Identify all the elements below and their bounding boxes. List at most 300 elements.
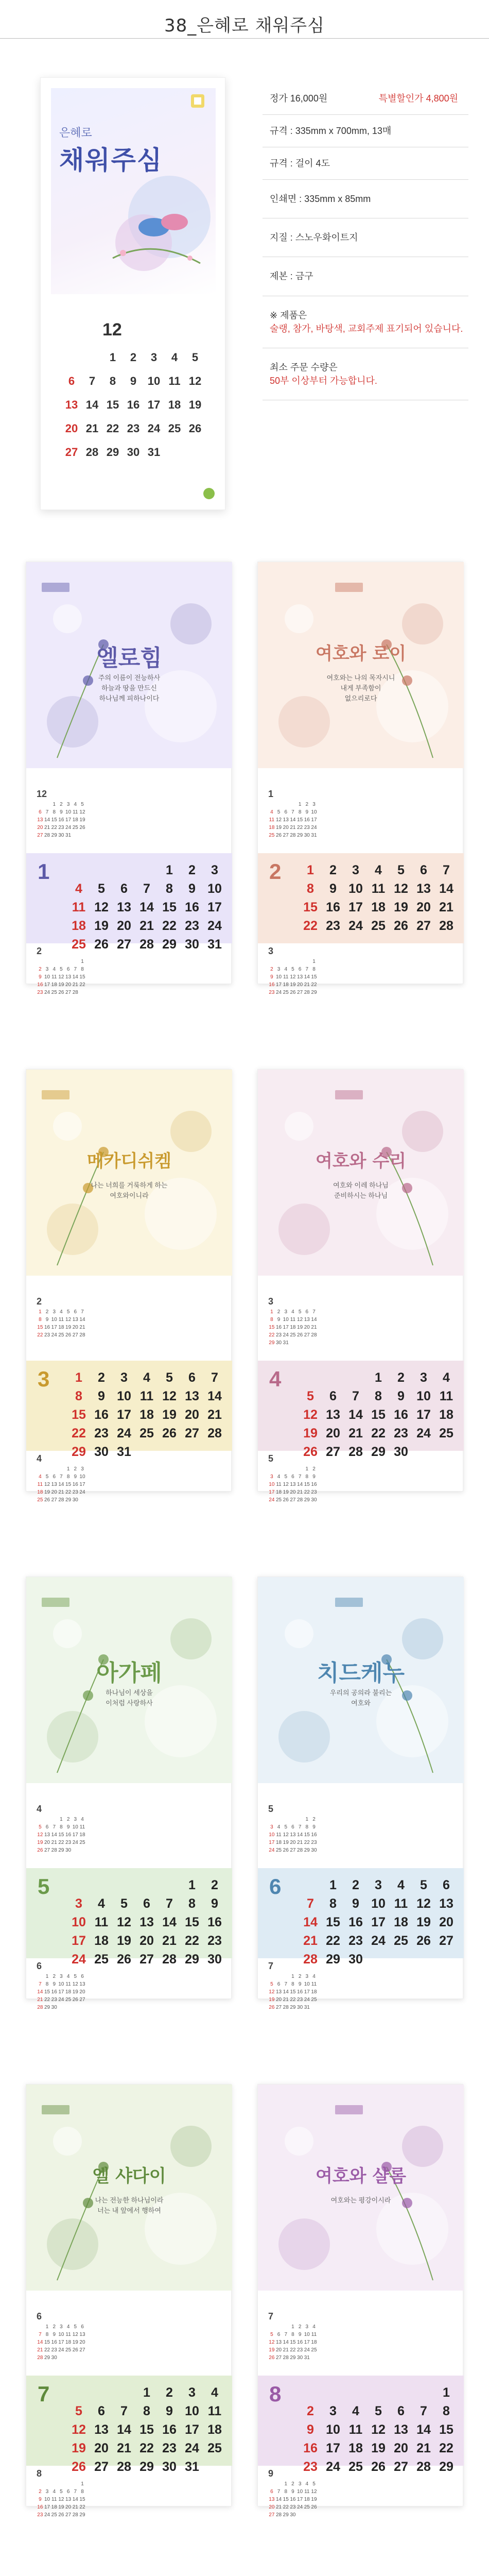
month-cal-day: 30: [348, 1952, 363, 1967]
next-month-number: 4: [37, 1453, 42, 1464]
cover-cal-day: 31: [147, 446, 161, 459]
cover-cal-week: [61, 393, 205, 417]
month-cal-day: 19: [416, 1915, 431, 1929]
prev-cal-day: [44, 1816, 51, 1823]
prev-cal-day: 15: [297, 817, 303, 823]
next-cal-day: 30: [72, 1497, 78, 1503]
discount-price-text: 특별할인가 4,800원: [378, 93, 458, 104]
month-cal-day: 8: [375, 1389, 382, 1403]
next-cal-day: 11: [283, 974, 289, 980]
prev-month-calendar: [268, 2311, 318, 2362]
prev-cal-day: 25: [58, 1332, 64, 1338]
prev-cal-day: 31: [311, 833, 317, 838]
prev-month-calendar: [37, 2311, 86, 2362]
prev-cal-day: 11: [73, 809, 78, 815]
next-cal-day: 7: [60, 1474, 63, 1480]
month-panel[interactable]: [26, 562, 232, 995]
cover-cal-day: 8: [109, 375, 116, 387]
panel-verse: 나는 너희를 거룩하게 하는 여호와이니라: [91, 1181, 168, 1200]
next-cal-day: 12: [283, 1482, 289, 1487]
month-calendar-grid: [299, 1876, 459, 1969]
prev-cal-day: [58, 2354, 65, 2362]
cover-cal-day: 23: [127, 422, 140, 435]
month-cal-week: [299, 2402, 459, 2420]
prev-cal-day: 30: [51, 2355, 57, 2361]
month-cal-day: 3: [420, 1370, 427, 1385]
prev-cal-week: [37, 1831, 86, 1839]
prev-cal-day: [37, 801, 44, 808]
month-cal-day: 18: [72, 919, 86, 933]
panel-artwork: [258, 1070, 464, 1276]
next-cal-day: 19: [283, 1489, 289, 1495]
month-cal-day: 26: [303, 1445, 318, 1459]
month-cal-day: 23: [94, 1426, 109, 1440]
prev-cal-day: 9: [60, 809, 63, 815]
prev-cal-day: 29: [58, 1848, 64, 1853]
prev-cal-day: 26: [65, 1332, 72, 1338]
month-cal-week: [299, 1424, 459, 1443]
prev-cal-day: [50, 1816, 58, 1823]
month-cal-day: 21: [416, 2441, 431, 2455]
month-cal-day: 2: [397, 1370, 405, 1385]
prev-cal-day: [268, 801, 275, 808]
month-band: [26, 1868, 232, 1967]
prev-cal-day: 25: [65, 2347, 72, 2353]
cover-cal-day: 28: [85, 446, 99, 459]
next-cal-day: 8: [81, 967, 84, 972]
month-panel[interactable]: [257, 2084, 463, 2518]
next-cal-day: 6: [66, 967, 70, 972]
next-cal-day: [44, 958, 51, 965]
month-cal-day: 26: [94, 937, 109, 952]
month-cal-day: [158, 1443, 181, 1461]
next-cal-day: 11: [51, 974, 57, 980]
prev-cal-day: 22: [58, 1840, 64, 1845]
prev-cal-day: 17: [283, 1325, 289, 1330]
prev-cal-day: 12: [79, 809, 85, 815]
note-title: ※ 제품은: [270, 310, 307, 320]
prev-month-calendar: [268, 1804, 318, 1854]
next-cal-day: 24: [275, 990, 282, 995]
prev-cal-day: 29: [297, 833, 303, 838]
prev-cal-day: 10: [304, 2332, 310, 2337]
month-cal-day: 6: [329, 1389, 337, 1403]
next-cal-day: 10: [297, 2489, 303, 2495]
prev-cal-day: 22: [297, 825, 303, 831]
next-cal-day: 16: [269, 982, 275, 988]
month-cal-day: 27: [394, 2460, 408, 2474]
next-cal-day: 14: [275, 2497, 282, 2502]
month-cal-day: 4: [375, 863, 382, 877]
month-cal-week: [299, 2458, 459, 2476]
month-cal-day: 2: [188, 863, 196, 877]
next-cal-day: 31: [304, 2005, 310, 2010]
prev-cal-day: 25: [275, 1848, 282, 1853]
month-cal-week: [299, 1443, 459, 1461]
month-cal-week: [299, 917, 459, 935]
next-cal-day: 30: [51, 2005, 57, 2010]
month-panel[interactable]: [257, 1069, 463, 1503]
month-cal-day: 2: [211, 1878, 218, 1892]
next-cal-day: 30: [297, 2005, 303, 2010]
next-cal-week: [268, 958, 318, 965]
month-cal-day: 27: [326, 1445, 340, 1459]
month-cal-day: 6: [98, 2404, 105, 2418]
next-cal-day: 7: [284, 1981, 287, 1987]
next-cal-day: 5: [74, 1974, 77, 1979]
prev-cal-day: [310, 2354, 318, 2362]
next-cal-day: 10: [58, 1981, 64, 1987]
prev-cal-day: 24: [311, 825, 317, 831]
month-cal-day: 3: [352, 863, 359, 877]
prev-cal-day: 27: [72, 1332, 78, 1338]
prev-cal-day: 14: [297, 1832, 303, 1838]
prev-cal-day: 11: [311, 2332, 317, 2337]
prev-cal-day: 22: [51, 825, 57, 831]
month-cal-day: 28: [139, 937, 154, 952]
month-panel[interactable]: [257, 562, 463, 995]
month-cal-week: [299, 1950, 459, 1969]
month-calendar-grid: [299, 1368, 459, 1461]
month-cal-week: [299, 1387, 459, 1405]
month-panel[interactable]: [26, 1577, 232, 2010]
next-cal-day: 6: [298, 967, 302, 972]
next-cal-day: 4: [312, 1974, 316, 1979]
prev-cal-week: [268, 1816, 318, 1823]
prev-cal-day: 16: [275, 1325, 282, 1330]
month-cal-day: 30: [394, 1445, 408, 1459]
next-cal-day: 1: [81, 2481, 84, 2487]
month-cal-day: 29: [139, 2460, 154, 2474]
prev-cal-day: 3: [270, 1824, 273, 1830]
month-cal-day: 2: [352, 1878, 359, 1892]
next-cal-day: [303, 2511, 310, 2519]
next-cal-day: 5: [291, 967, 294, 972]
prev-cal-day: 30: [275, 1340, 282, 1346]
prev-cal-day: 20: [79, 2340, 85, 2345]
month-cal-week: [67, 861, 227, 879]
next-cal-day: 13: [79, 1981, 85, 1987]
next-cal-day: 18: [51, 2504, 57, 2510]
cover-cal-week: [61, 417, 205, 440]
month-cal-day: 1: [143, 2385, 150, 2400]
month-cal-day: 9: [211, 1896, 218, 1911]
prev-cal-week: [268, 801, 318, 808]
next-cal-day: 12: [311, 2489, 317, 2495]
next-cal-day: 17: [269, 1489, 275, 1495]
prev-cal-day: 7: [298, 1824, 302, 1830]
month-cal-day: 22: [439, 2441, 453, 2455]
next-cal-day: 28: [275, 2512, 282, 2518]
month-cal-day: 15: [72, 1408, 86, 1422]
next-cal-day: [37, 2480, 44, 2488]
prev-cal-week: [268, 1339, 318, 1347]
next-cal-day: 12: [58, 974, 64, 980]
next-cal-day: 24: [79, 1489, 85, 1495]
prev-cal-day: 9: [45, 1317, 49, 1323]
note-body: 술랭, 참가, 바탕색, 교회주제 표기되어 있습니다.: [270, 323, 463, 334]
next-cal-day: 20: [65, 2504, 72, 2510]
next-cal-week: [37, 1481, 86, 1488]
month-cal-week: [67, 2402, 227, 2420]
panel-artwork: [258, 562, 464, 768]
next-cal-day: 22: [311, 982, 317, 988]
next-cal-day: 13: [297, 974, 303, 980]
month-cal-day: 22: [371, 1426, 386, 1440]
month-cal-day: 9: [98, 1389, 105, 1403]
next-cal-day: 4: [284, 967, 287, 972]
next-cal-day: 27: [79, 1997, 85, 2003]
prev-cal-day: 29: [290, 2355, 296, 2361]
next-cal-day: [58, 1465, 65, 1473]
next-cal-day: 21: [72, 982, 78, 988]
cover-logo-icon: [190, 93, 205, 109]
next-cal-day: [310, 2004, 318, 2011]
next-cal-week: [37, 2480, 86, 2488]
next-cal-day: 21: [304, 982, 310, 988]
next-cal-day: 9: [270, 974, 273, 980]
next-cal-day: [50, 2480, 58, 2488]
month-cal-day: 17: [72, 1934, 86, 1948]
next-cal-day: [58, 958, 65, 965]
prev-cal-day: 9: [53, 2332, 56, 2337]
month-cal-day: [67, 1876, 90, 1894]
month-cal-day: 1: [329, 1878, 337, 1892]
prev-cal-day: 6: [74, 1309, 77, 1315]
next-cal-day: 29: [44, 2005, 50, 2010]
cover-cal-day: 10: [147, 375, 161, 387]
prev-month-number: 5: [268, 1804, 274, 1814]
prev-cal-day: 26: [72, 2347, 78, 2353]
month-cal-day: 14: [117, 2422, 131, 2437]
next-cal-day: 25: [275, 1497, 282, 1503]
prev-cal-day: [268, 1816, 275, 1823]
prev-cal-day: 19: [65, 1325, 72, 1330]
prev-cal-day: [79, 1846, 86, 1854]
prev-cal-week: [268, 1324, 318, 1331]
next-cal-day: 27: [275, 2005, 282, 2010]
month-cal-day: 25: [72, 937, 86, 952]
prev-cal-day: 22: [44, 2347, 50, 2353]
next-cal-day: 7: [74, 2489, 77, 2495]
next-cal-day: 5: [312, 2481, 316, 2487]
next-cal-day: 21: [283, 1997, 289, 2003]
next-cal-week: [37, 1996, 86, 2004]
month-cal-day: 12: [394, 882, 408, 896]
prev-cal-day: 13: [290, 1832, 296, 1838]
month-panel[interactable]: [257, 1577, 463, 2010]
month-cal-day: 17: [207, 900, 222, 914]
prev-cal-day: 21: [44, 825, 50, 831]
month-cal-day: [203, 1443, 226, 1461]
month-cal-day: [113, 861, 135, 879]
month-cal-day: 19: [394, 900, 408, 914]
next-cal-day: 15: [44, 1989, 50, 1995]
cover-preview[interactable]: [40, 77, 225, 510]
prev-cal-day: 3: [312, 802, 316, 807]
next-cal-day: 23: [269, 990, 275, 995]
month-cal-day: 25: [348, 2460, 363, 2474]
month-calendar-grid: [67, 1368, 227, 1461]
page-title: 38_은혜로 채워주심: [164, 15, 325, 36]
prev-cal-day: 6: [291, 1824, 294, 1830]
prev-cal-day: 8: [53, 809, 56, 815]
prev-cal-day: [268, 2323, 275, 2331]
month-cal-day: 9: [166, 2404, 173, 2418]
cover-cal-day: 3: [150, 351, 158, 364]
brand-logo-icon: [42, 1090, 69, 1099]
prev-cal-day: [303, 1339, 310, 1347]
month-band: [26, 853, 232, 952]
next-cal-day: 22: [290, 1997, 296, 2003]
next-cal-day: 10: [275, 974, 282, 980]
next-cal-day: 28: [72, 2512, 78, 2518]
month-cal-day: 16: [326, 900, 340, 914]
prev-cal-day: [37, 1816, 44, 1823]
month-cal-day: [113, 1876, 135, 1894]
month-cal-day: 18: [207, 2422, 222, 2437]
next-cal-day: 22: [79, 2504, 85, 2510]
month-cal-day: 8: [307, 882, 314, 896]
next-cal-day: [268, 2480, 275, 2488]
month-panel[interactable]: [26, 2084, 232, 2518]
next-cal-day: 11: [304, 2489, 310, 2495]
prev-cal-day: 23: [275, 1332, 282, 1338]
next-cal-day: 24: [44, 990, 50, 995]
month-cal-day: 25: [371, 919, 386, 933]
prev-cal-day: 20: [72, 1325, 78, 1330]
next-cal-week: [37, 1980, 86, 1988]
month-cal-day: 27: [94, 2460, 109, 2474]
prev-cal-day: 4: [74, 802, 77, 807]
month-cal-day: 1: [307, 863, 314, 877]
month-cal-day: 13: [94, 2422, 109, 2437]
panel-heading: 여호와 수리: [315, 1151, 407, 1172]
next-cal-week: [37, 2488, 86, 2496]
month-cal-week: [299, 2383, 459, 2402]
month-cal-week: [67, 1876, 227, 1894]
cover-cal-day: 17: [147, 398, 161, 411]
next-cal-week: [37, 973, 86, 981]
month-cal-day: 10: [416, 1389, 431, 1403]
prev-cal-week: [268, 2346, 318, 2354]
prev-cal-day: 20: [37, 825, 43, 831]
prev-cal-day: 13: [79, 2332, 85, 2337]
month-cal-day: 4: [352, 2404, 359, 2418]
next-cal-day: [50, 958, 58, 965]
next-cal-day: 28: [58, 1497, 64, 1503]
prev-cal-week: [268, 2323, 318, 2331]
panel-heading: 엘 샤다이: [92, 2166, 166, 2187]
cover-cal-day: 29: [106, 446, 119, 459]
spec-binding: 제본 : 금구: [263, 257, 468, 296]
prev-cal-day: 9: [298, 2332, 302, 2337]
month-cal-day: 7: [120, 2404, 128, 2418]
next-cal-day: 9: [298, 1981, 302, 1987]
brand-logo-icon: [42, 583, 69, 592]
next-cal-day: 7: [277, 2489, 281, 2495]
month-cal-day: [344, 2383, 367, 2402]
prev-cal-day: 10: [269, 1832, 275, 1838]
prev-cal-week: [268, 1831, 318, 1839]
month-cal-day: 29: [371, 1445, 386, 1459]
month-cal-day: 21: [117, 2441, 131, 2455]
month-cal-day: 12: [72, 2422, 86, 2437]
month-cal-day: 30: [185, 937, 199, 952]
cover-month: 12: [102, 320, 122, 340]
prev-cal-day: 16: [304, 817, 310, 823]
month-cal-day: 10: [371, 1896, 386, 1911]
month-cal-day: 6: [443, 1878, 450, 1892]
month-cal-day: [203, 2458, 226, 2476]
panel-heading: 메카디쉬켐: [86, 1151, 172, 1172]
month-cal-day: 20: [416, 900, 431, 914]
prev-cal-day: 4: [312, 2324, 316, 2330]
prev-cal-day: 30: [297, 2355, 303, 2361]
prev-cal-day: 25: [290, 1332, 296, 1338]
next-cal-day: 15: [79, 974, 85, 980]
prev-month-calendar: [37, 1296, 86, 1339]
month-cal-day: 29: [326, 1952, 340, 1967]
next-cal-day: 23: [297, 1997, 303, 2003]
next-cal-day: 6: [291, 1474, 294, 1480]
next-cal-day: 11: [276, 1482, 282, 1487]
prev-cal-week: [268, 1823, 318, 1831]
next-cal-week: [268, 1481, 318, 1488]
next-cal-day: 7: [305, 967, 309, 972]
prev-cal-day: [296, 1339, 304, 1347]
month-panel[interactable]: [26, 1069, 232, 1503]
next-cal-day: 24: [269, 1497, 275, 1503]
next-cal-week: [268, 1488, 318, 1496]
next-cal-day: 24: [304, 1997, 310, 2003]
next-cal-week: [268, 2488, 318, 2496]
prev-cal-day: 28: [51, 1848, 57, 1853]
month-cal-day: 8: [443, 2404, 450, 2418]
month-cal-day: 31: [185, 2460, 199, 2474]
next-cal-day: 5: [60, 2489, 63, 2495]
month-cal-day: 2: [307, 2404, 314, 2418]
prev-cal-day: 20: [44, 1840, 50, 1845]
month-cal-day: 14: [416, 2422, 431, 2437]
month-cal-week: [299, 1876, 459, 1894]
next-cal-day: 25: [65, 1997, 72, 2003]
month-cal-day: 19: [371, 2441, 386, 2455]
prev-cal-day: 4: [277, 1824, 281, 1830]
next-cal-day: 27: [290, 1497, 296, 1503]
next-cal-week: [268, 1973, 318, 1980]
cover-cal-day: 13: [65, 398, 78, 411]
next-cal-day: 1: [305, 1466, 309, 1472]
next-cal-day: 29: [65, 1497, 72, 1503]
prev-cal-day: 21: [37, 2347, 43, 2353]
cover-cal-week: [61, 346, 205, 369]
month-cal-day: [412, 2383, 435, 2402]
panel-artwork: [26, 2084, 232, 2291]
next-cal-day: 21: [275, 2504, 282, 2510]
month-cal-day: 24: [207, 919, 222, 933]
prev-cal-day: 2: [298, 2324, 302, 2330]
prev-cal-day: 26: [297, 1332, 303, 1338]
next-cal-day: 15: [304, 1482, 310, 1487]
month-cal-day: 15: [185, 1915, 199, 1929]
next-cal-day: 23: [72, 1489, 78, 1495]
next-month-number: 9: [268, 2468, 274, 2479]
prev-cal-day: [72, 1846, 79, 1854]
prev-cal-day: 24: [51, 1332, 57, 1338]
prev-cal-day: 26: [79, 825, 85, 831]
prev-cal-day: [282, 1816, 289, 1823]
